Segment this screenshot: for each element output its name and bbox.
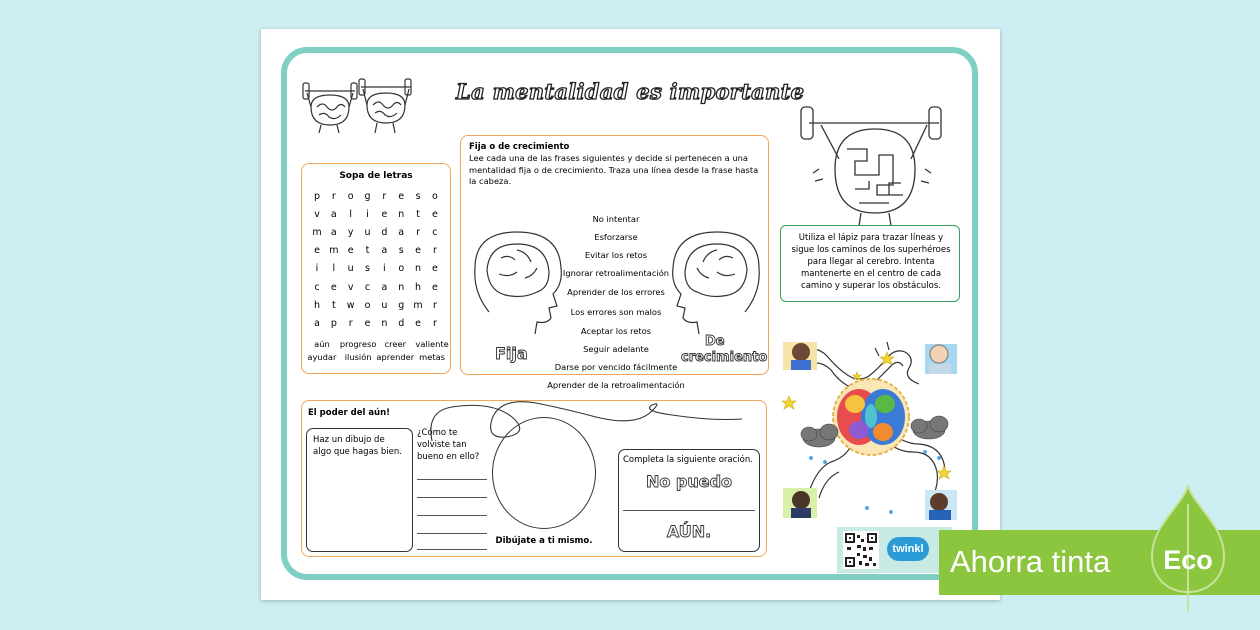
phrase-item: Ignorar retroalimentación (562, 268, 670, 278)
fixed-or-growth-instructions: Lee cada una de las frases siguientes y decide si pertenecen a una mentalidad fija o de crecimiento. Traza una línea desde la frase hasta la cabeza. (469, 153, 759, 186)
word-search-letter: c (314, 281, 320, 293)
word-search-letter: n (398, 208, 405, 220)
word-search-letter: d (381, 226, 388, 238)
twinkl-logo: twinkl (887, 537, 929, 561)
word-search-letter: g (364, 190, 371, 202)
phrase-item: Aprender de los errores (567, 287, 665, 297)
phrase-item: Darse por vencido fácilmente (554, 362, 678, 372)
word-search-word: creer (384, 339, 406, 349)
word-search-letter: a (330, 208, 337, 220)
word-search-letter: a (330, 226, 337, 238)
no-puedo-text: No puedo (645, 472, 733, 491)
word-search-letter: t (365, 245, 370, 257)
word-search-letter: e (381, 208, 388, 220)
phrase-item: Evitar los retos (584, 250, 648, 260)
word-search-letter: r (416, 226, 421, 238)
word-search-word: ayudar (307, 352, 337, 362)
word-search-word: metas (419, 352, 445, 362)
self-portrait-caption: Dibújate a ti mismo. (495, 536, 593, 546)
word-search-row (310, 242, 442, 260)
word-search-letter: u (364, 226, 371, 238)
word-search-word: ilusión (344, 352, 372, 362)
word-search-letter: y (347, 226, 354, 238)
word-search-letter: o (432, 190, 438, 202)
complete-sentence-box (618, 449, 760, 552)
word-search-letter: v (314, 208, 320, 220)
fixed-label: Fija (495, 344, 528, 363)
self-portrait-circle (492, 417, 596, 529)
word-search-row (310, 205, 442, 223)
word-search-letter: i (315, 263, 319, 275)
word-search-letter: t (416, 208, 420, 220)
word-search-row (310, 278, 442, 296)
word-search-letter: t (331, 299, 336, 311)
worksheet-title: La mentalidad es importante (456, 79, 805, 104)
word-search-word: aún (314, 339, 330, 349)
word-search-letter: p (330, 317, 337, 329)
worksheet (261, 29, 1000, 600)
growth-label-line2: crecimiento (681, 350, 768, 365)
how-did-you-get-good-question: ¿Cómo te volviste tan bueno en ello? (417, 428, 480, 462)
word-search-title: Sopa de letras (339, 171, 413, 181)
word-search-letter: l (349, 208, 352, 220)
word-search-word-list (304, 339, 450, 362)
fixed-or-growth-heading: Fija o de crecimiento (469, 142, 570, 152)
word-search-letter: e (431, 263, 438, 275)
answer-line-4 (417, 533, 487, 534)
eco-banner-text: Ahorra tinta (950, 544, 1111, 579)
word-search-letter: i (366, 208, 369, 220)
word-search-row (310, 260, 442, 278)
phrase-item: Aceptar los retos (580, 326, 652, 336)
word-search-letter: v (347, 281, 354, 293)
word-search-letter: m (413, 299, 423, 311)
word-search-letter: h (415, 281, 422, 293)
word-search-letter: e (330, 281, 337, 293)
word-search-letter: c (432, 226, 438, 238)
answer-line-5 (417, 549, 487, 550)
word-search-letter: m (329, 245, 339, 257)
word-search-letter: m (312, 226, 322, 238)
word-search-row (310, 296, 442, 314)
word-search-letter: i (383, 263, 386, 275)
word-search-letter: e (347, 245, 354, 257)
growth-label-line1: De (705, 334, 725, 349)
word-search-letter: h (313, 299, 321, 311)
word-search-letter: n (415, 263, 422, 275)
word-search-letter: d (398, 317, 405, 329)
phrase-item: Seguir adelante (583, 344, 649, 354)
word-search-letter: e (314, 245, 320, 257)
phrase-item: Los errores son malos (570, 307, 662, 317)
power-of-yet-heading: El poder del aún! (308, 408, 391, 418)
superhero-maze-illustration (779, 312, 959, 522)
word-search-word: valiente (415, 339, 449, 349)
sentence-blank-line (623, 510, 755, 511)
word-search-letter: r (432, 299, 437, 311)
word-search-row (310, 314, 442, 332)
power-of-yet-panel (301, 400, 767, 557)
aun-text: AÚN. (666, 522, 712, 541)
word-search-row (310, 187, 442, 205)
word-search-word: aprender (376, 352, 415, 362)
word-search-letter: o (398, 263, 405, 275)
word-search-letter: c (364, 281, 371, 293)
word-search-letter: e (398, 190, 405, 202)
word-search-letter: a (381, 281, 388, 293)
word-search-letter: e (364, 317, 371, 329)
word-search-letter: o (364, 299, 371, 311)
word-search-letter: s (365, 263, 370, 275)
colorful-brain-icon (837, 389, 905, 445)
word-search-letter: r (348, 317, 353, 329)
phrase-item: Aprender de la retroalimentación (547, 380, 685, 390)
word-search-word: progreso (339, 339, 377, 349)
head-profile-right-icon (669, 228, 769, 338)
word-search-letter: l (332, 263, 336, 275)
complete-sentence-prompt: Completa la siguiente oración. (623, 455, 753, 465)
maze-instructions-panel (780, 225, 960, 302)
word-search-letter: a (381, 245, 388, 257)
word-search-letter: r (382, 190, 387, 202)
draw-something-prompt: Haz un dibujo de algo que hagas bien. (313, 435, 402, 457)
maze-instructions-text: Utiliza el lápiz para trazar líneas y sigue los caminos de los superhéroes para llegar al cerebro. Intenta mantenerte en el centro de cada camino y superar los obstáculos. (791, 233, 951, 291)
word-search-letter: e (415, 317, 421, 329)
phrase-item: No intentar (592, 214, 640, 224)
word-search-letter: a (398, 226, 405, 238)
word-search-letter: r (331, 190, 336, 202)
word-search-letter: u (381, 299, 388, 311)
eco-badge-label: Eco (1163, 545, 1213, 575)
word-search-letter: o (347, 190, 354, 202)
head-profile-left-icon (465, 228, 565, 338)
answer-line-1 (417, 479, 487, 480)
footer-qr-logo-strip (837, 527, 952, 573)
phrase-item: Esforzarse (594, 232, 638, 242)
word-search-grid (310, 187, 442, 333)
word-search-letter: p (313, 190, 321, 202)
word-search-letter: r (432, 317, 437, 329)
word-search-letter: n (398, 281, 405, 293)
word-search-row (310, 223, 442, 241)
brain-weightlifters-illustration (301, 77, 413, 137)
word-search-letter: u (347, 263, 354, 275)
fixed-or-growth-panel (460, 135, 769, 390)
answer-line-2 (417, 497, 487, 498)
answer-line-3 (417, 515, 487, 516)
word-search-letter: n (381, 317, 388, 329)
word-search-letter: e (415, 245, 421, 257)
word-search-letter: r (432, 245, 437, 257)
word-search-panel (301, 163, 451, 374)
word-search-letter: a (314, 317, 320, 329)
word-search-letter: e (431, 281, 438, 293)
word-search-letter: w (346, 299, 355, 311)
word-search-letter: g (398, 299, 405, 311)
word-search-letter: s (415, 190, 421, 202)
word-search-letter: s (398, 245, 404, 257)
word-search-letter: e (431, 208, 438, 220)
qr-code-icon (843, 531, 879, 569)
